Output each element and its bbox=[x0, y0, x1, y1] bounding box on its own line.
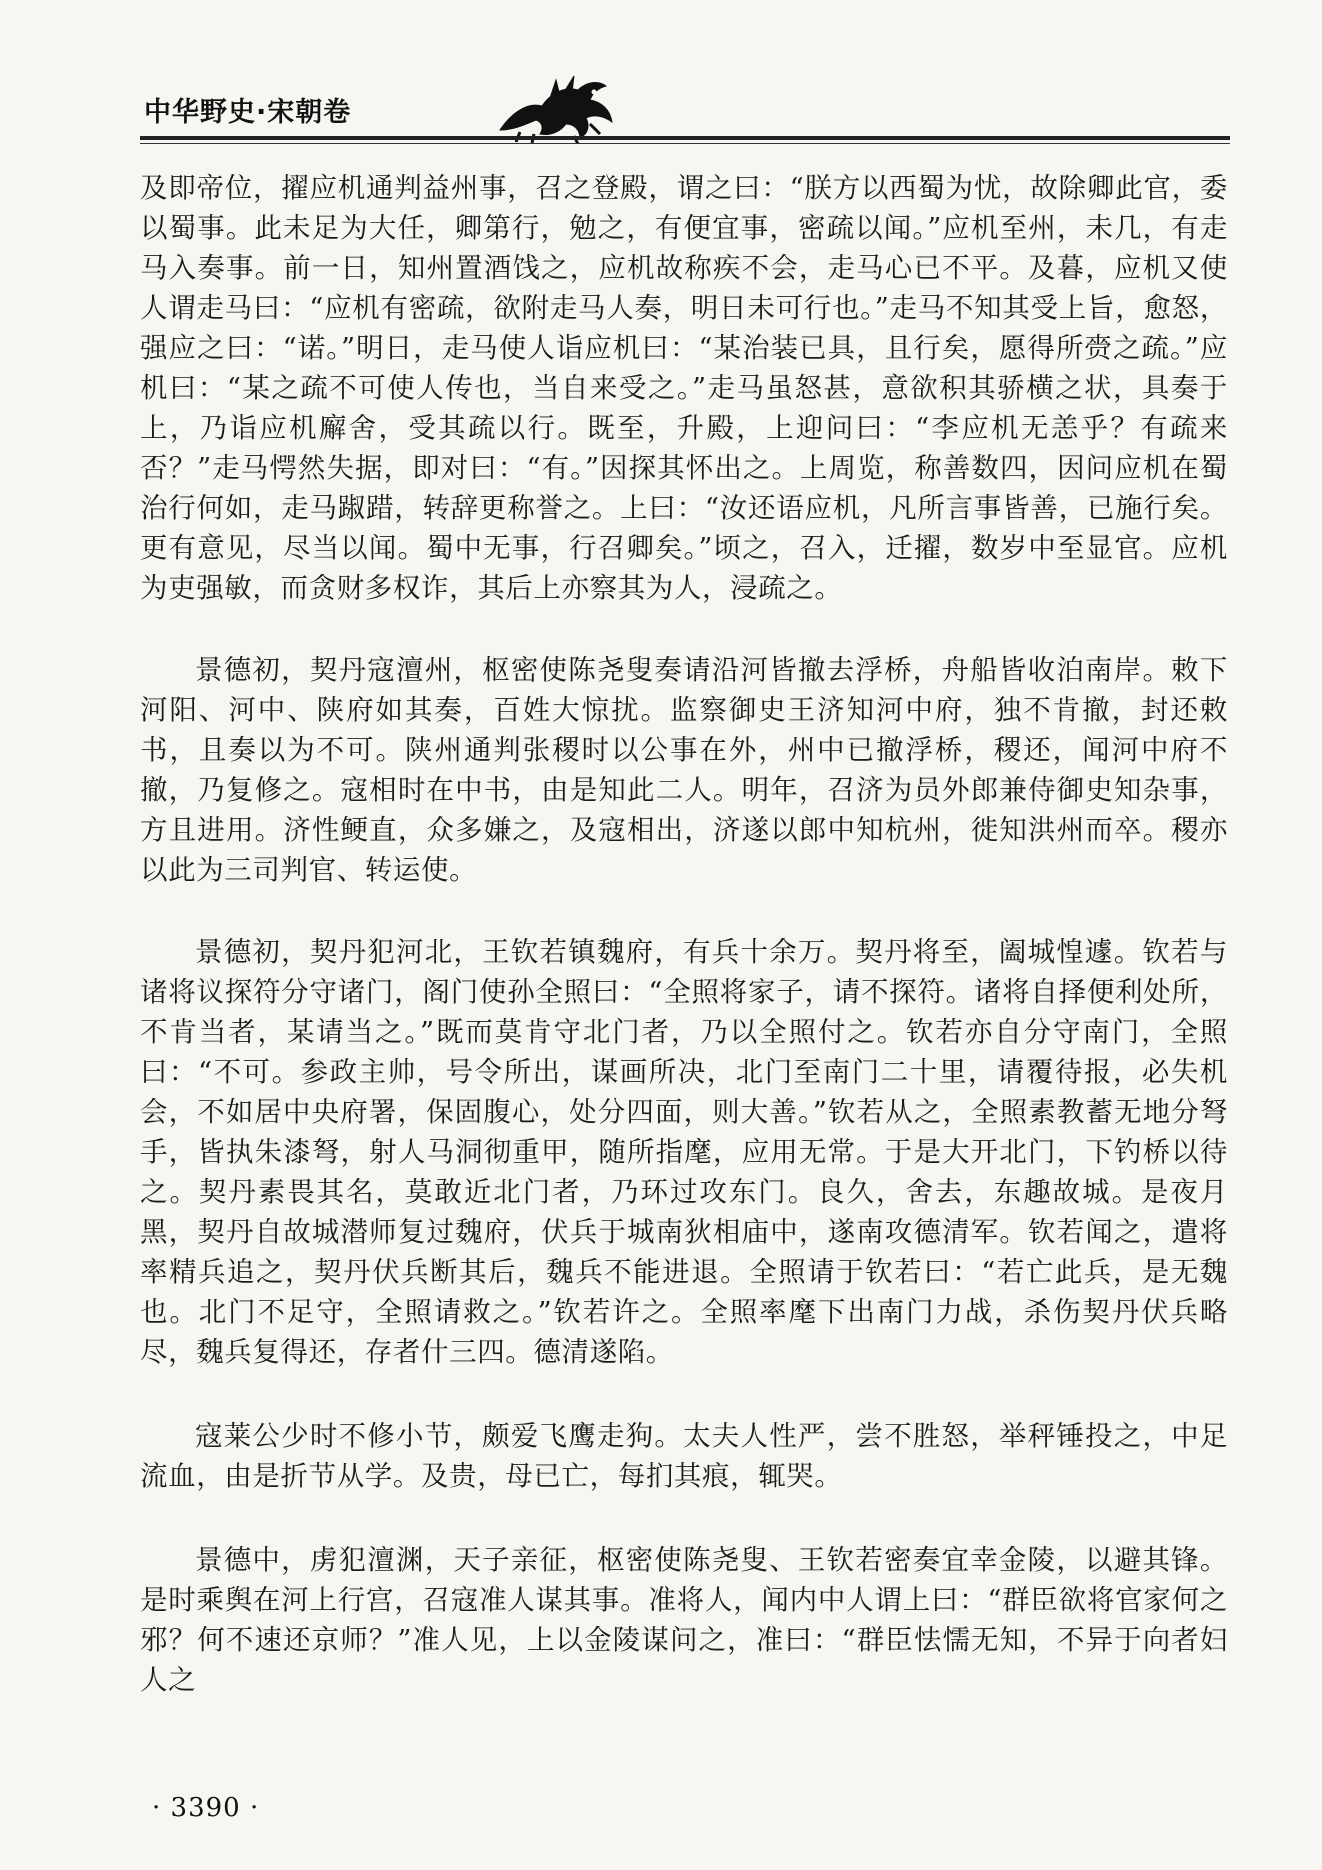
dragon-emblem-icon bbox=[490, 72, 620, 144]
book-title: 中华野史·宋朝卷 bbox=[144, 97, 352, 128]
body-text bbox=[140, 168, 1228, 1700]
header-rule-thin bbox=[140, 143, 1230, 144]
page-number: · 3390 · bbox=[152, 1793, 260, 1823]
page-header bbox=[140, 80, 1230, 146]
header-rule bbox=[140, 136, 1230, 140]
paragraph: 景德中，虏犯澶渊，天子亲征，枢密使陈尧叟、王钦若密奏宜幸金陵，以避其锋。是时乘舆在河上行宫，召寇准人谋其事。准将人，闻内中人谓上曰：“群臣欲将官家何之邪？何不速还京师？”准人见，上以金陵谋问之，准曰：“群臣怯懦无知，不异于向者妇人之 bbox=[140, 1544, 1228, 1696]
paragraph: 景德初，契丹寇澶州，枢密使陈尧叟奏请沿河皆撤去浮桥，舟船皆收泊南岸。敕下河阳、河中、陕府如其奏，百姓大惊扰。监察御史王济知河中府，独不肯撤，封还敕书，且奏以为不可。陕州通判张稷时以公事在外，州中已撤浮桥，稷还，闻河中府不撤，乃复修之。寇相时在中书，由是知此二人。明年，召济为员外郎兼侍御史知杂事，方且进用。济性鲠直，众多嫌之，及寇相出，济遂以郎中知杭州，徙知洪州而卒。稷亦以此为三司判官、转运使。 bbox=[140, 654, 1228, 886]
paragraph-continued: 及即帝位，擢应机通判益州事，召之登殿，谓之曰：“朕方以西蜀为忧，故除卿此官，委以蜀事。此未足为大任，卿第行，勉之，有便宜事，密疏以闻。”应机至州，未几，有走马入奏事。前一日，知州置酒饯之，应机故称疾不会，走马心已不平。及暮，应机又使人谓走马曰：“应机有密疏，欲附走马人奏，明日未可行也。”走马不知其受上旨，愈怒，强应之曰：“诺。”明日，走马使人诣应机曰：“某治装已具，且行矣，愿得所赍之疏。”应机曰：“某之疏不可使人传也，当自来受之。”走马虽怒甚，意欲积其骄横之状，具奏于上，乃诣应机廨舍，受其疏以行。既至，升殿，上迎问曰：“李应机无恙乎？有疏来否？”走马愕然失据，即对曰：“有。”因探其怀出之。上周览，称善数四，因问应机在蜀治行何如，走马踧踖，转辞更称誉之。上曰：“汝还语应机，凡所言事皆善，已施行矣。更有意见，尽当以闻。蜀中无事，行召卿矣。”顷之，召入，迁擢，数岁中至显官。应机为吏强敏，而贪财多权诈，其后上亦察其为人，浸疏之。 bbox=[140, 172, 1228, 604]
paragraph: 景德初，契丹犯河北，王钦若镇魏府，有兵十余万。契丹将至，阖城惶遽。钦若与诸将议探符分守诸门，阁门使孙全照曰：“全照将家子，请不探符。诸将自择便利处所，不肯当者，某请当之。”既而莫肯守北门者，乃以全照付之。钦若亦自分守南门，全照曰：“不可。参政主帅，号令所出，谋画所决，北门至南门二十里，请覆待报，必失机会，不如居中央府署，保固腹心，处分四面，则大善。”钦若从之，全照素教蓄无地分弩手，皆执朱漆弩，射人马洞彻重甲，随所指麾，应用无常。于是大开北门，下钓桥以待之。契丹素畏其名，莫敢近北门者，乃环过攻东门。良久，舍去，东趣故城。是夜月黑，契丹自故城潜师复过魏府，伏兵于城南狄相庙中，遂南攻德清军。钦若闻之，遣将率精兵追之，契丹伏兵断其后，魏兵不能进退。全照请于钦若曰：“若亡此兵，是无魏也。北门不足守，全照请救之。”钦若许之。全照率麾下出南门力战，杀伤契丹伏兵略尽，魏兵复得还，存者什三四。德清遂陷。 bbox=[140, 936, 1228, 1368]
paragraph: 寇莱公少时不修小节，颇爱飞鹰走狗。太夫人性严，尝不胜怒，举秤锤投之，中足流血，由是折节从学。及贵，母已亡，每扪其痕，辄哭。 bbox=[140, 1420, 1228, 1492]
